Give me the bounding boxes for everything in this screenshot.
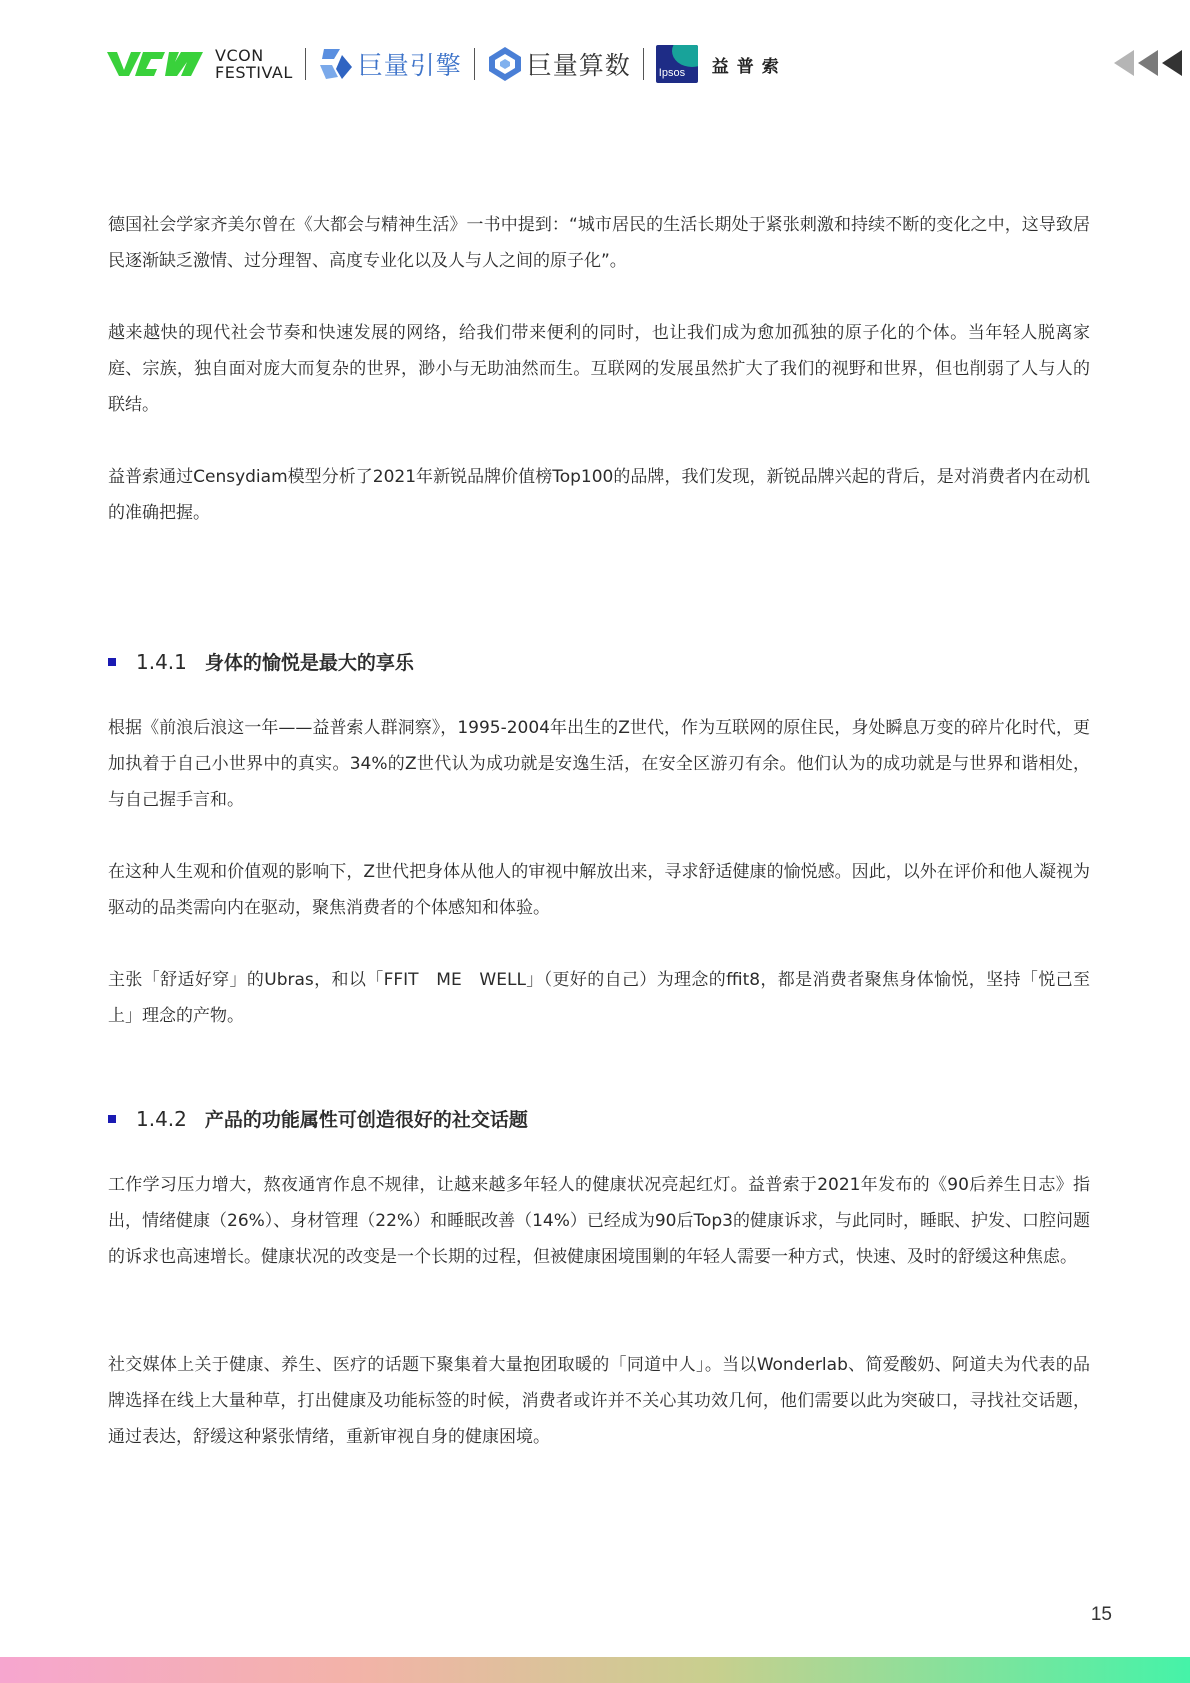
juliang-yinqing-icon — [318, 45, 354, 83]
intro-paragraph-3: 益普索通过Censydiam模型分析了2021年新锐品牌价值榜Top100的品牌，我们发现，新锐品牌兴起的背后，是对消费者内在动机的准确把握。 — [108, 467, 1090, 523]
gradient-footer-bar — [0, 1657, 1190, 1683]
section-heading-1-4-1 — [108, 648, 414, 675]
triangle-arrows-icon — [1114, 50, 1190, 76]
section-1-paragraph-1: 根据《前浪后浪这一年——益普索人群洞察》，1995-2004年出生的Z世代，作为互联网的原住民，身处瞬息万变的碎片化时代，更加执着于自己小世界中的真实。34%的Z世代认为成功就是安逸生活，在安全区游刃有余。他们认为的成功就是与世界和谐相处，与自己握手言和。 — [108, 718, 1090, 810]
intro-paragraph-2: 越来越快的现代社会节奏和快速发展的网络，给我们带来便利的同时，也让我们成为愈加孤独的原子化的个体。当年轻人脱离家庭、宗族，独自面对庞大而复杂的世界，渺小与无助油然而生。互联网的发展虽然扩大了我们的视野和世界，但也削弱了人与人的联结。 — [108, 323, 1090, 415]
section-heading-1-4-2 — [108, 1105, 528, 1132]
logo-separator — [474, 48, 475, 80]
juliang-suanshu-logo: 巨量算数 — [487, 45, 631, 83]
heading-bullet-icon — [108, 1115, 116, 1123]
ipsos-chinese-name: 益普索 — [711, 56, 787, 77]
intro-paragraph-1: 德国社会学家齐美尔曾在《大都会与精神生活》一书中提到：“城市居民的生活长期处于紧张刺激和持续不断的变化之中，这导致居民逐渐缺乏激情、过分理智、高度专业化以及人与人之间的原子化”。 — [108, 215, 1090, 271]
section-title: 产品的功能属性可创造很好的社交话题 — [204, 1109, 528, 1131]
logo-separator — [643, 48, 644, 80]
heading-bullet-icon — [108, 658, 116, 666]
section-number: 1.4.1 — [136, 649, 187, 674]
ipsos-logo-icon: Ipsos — [656, 45, 698, 83]
logo-separator — [305, 48, 306, 80]
section-title: 身体的愉悦是最大的享乐 — [204, 652, 414, 674]
section-1-paragraph-2: 在这种人生观和价值观的影响下，Z世代把身体从他人的审视中解放出来，寻求舒适健康的愉悦感。因此，以外在评价和他人凝视为驱动的品类需向内在驱动，聚焦消费者的个体感知和体验。 — [108, 862, 1090, 918]
section-1-paragraph-3: 主张「舒适好穿」的Ubras，和以「FFIT ME WELL」（更好的自己）为理念的ffit8，都是消费者聚焦身体愉悦，坚持「悦己至上」理念的产物。 — [108, 970, 1090, 1026]
vcon-logo-icon — [107, 50, 203, 78]
section-2-paragraph-2: 社交媒体上关于健康、养生、医疗的话题下聚集着大量抱团取暖的「同道中人」。当以Wonderlab、简爱酸奶、阿道夫为代表的品牌选择在线上大量种草，打出健康及功能标签的时候，消费者或许并不关心其功效几何，他们需要以此为突破口，寻找社交话题，通过表达，舒缓这种紧张情绪，重新审视自身的健康困境。 — [108, 1355, 1090, 1447]
juliang-suanshu-icon — [487, 45, 523, 83]
section-number: 1.4.2 — [136, 1106, 187, 1131]
vcon-festival-wordmark: VCON FESTIVAL — [215, 46, 293, 82]
page-number: 15 — [1090, 1604, 1112, 1625]
header-logos — [107, 44, 787, 84]
section-2-paragraph-1: 工作学习压力增大，熬夜通宵作息不规律，让越来越多年轻人的健康状况亮起红灯。益普索于2021年发布的《90后养生日志》指出，情绪健康（26%）、身材管理（22%）和睡眠改善（14%）已经成为90后Top3的健康诉求，与此同时，睡眠、护发、口腔问题的诉求也高速增长。健康状况的改变是一个长期的过程，但被健康困境围剿的年轻人需要一种方式，快速、及时的舒缓这种焦虑。 — [108, 1175, 1090, 1267]
juliang-yinqing-logo: 巨量引擎 — [318, 45, 462, 83]
